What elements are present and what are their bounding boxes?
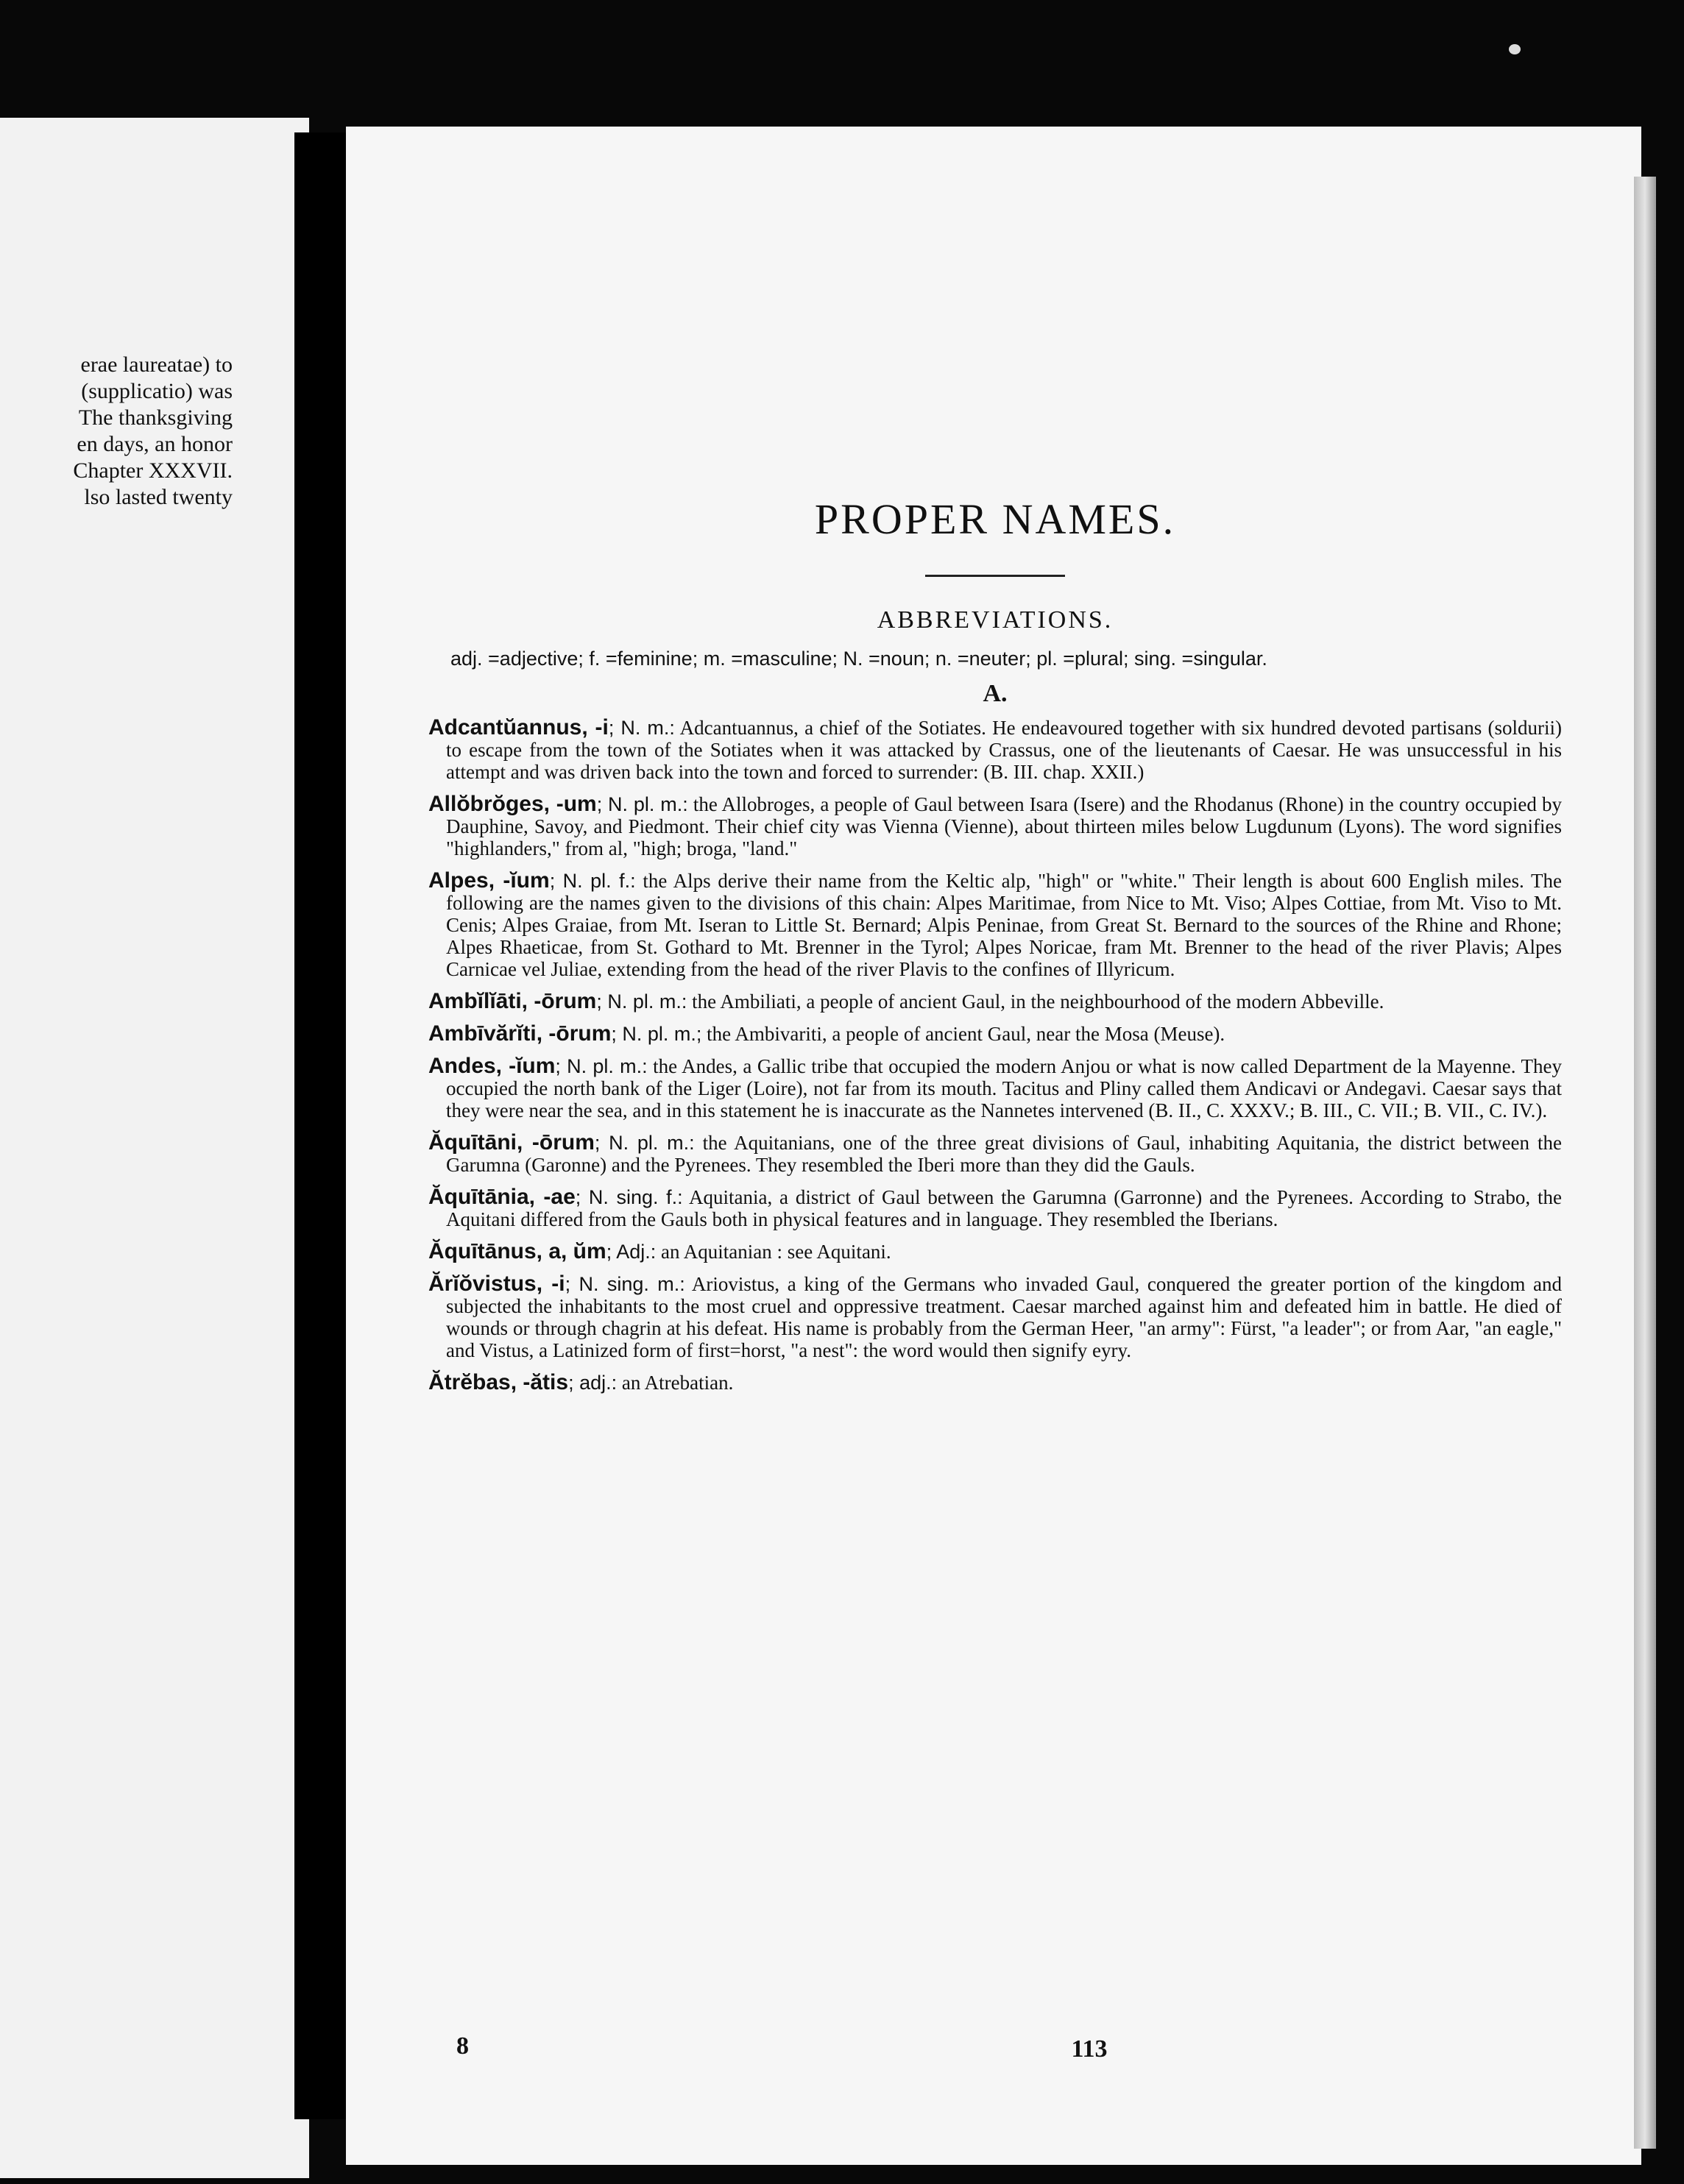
dictionary-entry	[428, 1241, 1562, 1263]
left-page	[0, 118, 309, 2178]
main-page	[346, 127, 1641, 2165]
scan-dust-mark	[1509, 44, 1521, 54]
left-line: Chapter XXXVII.	[73, 458, 233, 483]
title-rule	[925, 575, 1065, 577]
left-line: The thanksgiving	[78, 405, 233, 430]
entry-headword: Adcantŭannus, -i	[428, 715, 609, 740]
left-line: erae laureatae) to	[80, 352, 233, 377]
entry-grammar: ; N. pl. m.:	[594, 1132, 695, 1154]
entry-grammar: ; N. sing. f.:	[575, 1186, 683, 1208]
entry-grammar: ; N. pl. m.:	[596, 793, 688, 815]
entry-definition: Aquitania, a district of Gaul between the Garumna (Garronne) and the Pyrenees. According to Strabo, the Aquitani differed from the Gauls both in physical features and in language. They resembled the Iberians.	[446, 1186, 1562, 1230]
entry-grammar: ; N. m.:	[608, 717, 675, 739]
abbreviations-heading: ABBREVIATIONS.	[877, 606, 1114, 634]
left-line: en days, an honor	[77, 432, 233, 456]
entry-definition: Adcantuannus, a chief of the Sotiates. He endeavoured together with six hundred devoted partisans (soldurii) to escape from the town of the Sotiates when it was attacked by Crassus, one of the lieutenants of Caesar. He was unsuccessful in his attempt and was driven back into the town and forced to surrender: (B. III. chap. XXII.)	[446, 717, 1563, 783]
entry-definition: the Alps derive their name from the Keltic alp, "high" or "white." Their length is about 600 English miles. The following are the names given to the divisions of this chain: Alpes Maritimae, from Nice to Mt. Viso; Alpes Cottiae, from Mt. Viso to Mt. Cenis; Alpes Graiae, from Mt. Iseran to Little St. Bernard; Alpis Peninae, from Great St. Bernard to the sources of the Rhine and Rhone; Alpes Rhaeticae, from St. Gothard to Mt. Brenner in the Tyrol; Alpes Noricae, fram Mt. Brenner to the head of the river Plavis; Alpes Carnicae vel Juliae, extending from the head of the river Plavis to the confines of Illyricum.	[446, 870, 1562, 980]
entry-headword: Andes, -ĭum	[428, 1054, 556, 1078]
entry-definition: an Aquitanian : see Aquitani.	[660, 1241, 891, 1263]
dictionary-entry	[428, 990, 1562, 1013]
entry-headword: Ărĭŏvistus, -i	[428, 1272, 565, 1296]
entry-headword: Ăquītānia, -ae	[428, 1185, 576, 1209]
page-content	[428, 494, 1562, 1404]
entry-grammar: ; N. pl. m.:	[596, 990, 687, 1013]
dictionary-entry	[428, 793, 1562, 859]
left-line: (supplicatio) was	[81, 379, 233, 403]
entry-definition: the Ambivariti, a people of ancient Gaul, near the Mosa (Meuse).	[707, 1023, 1225, 1045]
abbreviations-text: adj. =adjective; f. =feminine; m. =masculine; N. =noun; n. =neuter; pl. =plural; sing. =singular.	[450, 648, 1267, 670]
entry-definition: the Ambiliati, a people of ancient Gaul, in the neighbourhood of the modern Abbeville.	[692, 990, 1384, 1013]
left-page-text	[0, 352, 233, 511]
entry-headword: Alpes, -ĭum	[428, 868, 550, 893]
entry-definition: the Allobroges, a people of Gaul between Isara (Isere) and the Rhodanus (Rhone) in the country occupied by Dauphine, Savoy, and Piedmont. Their chief city was Vienna (Vienne), about thirteen miles below Lugdunum (Lyons). The word signifies "highlanders," from al, "high; broga, "land."	[446, 793, 1562, 859]
entry-grammar: ; Adj.:	[606, 1241, 657, 1263]
letter-heading: A.	[983, 680, 1008, 707]
left-line: lso lasted twenty	[84, 485, 233, 509]
entry-grammar: ; N. pl. m.;	[611, 1023, 702, 1045]
entry-grammar: ; adj.:	[568, 1372, 618, 1394]
entry-grammar: ; N. sing. m.:	[565, 1273, 685, 1295]
dictionary-entry	[428, 1273, 1562, 1361]
entry-headword: Ambĭlĭāti, -ōrum	[428, 989, 597, 1013]
entry-headword: Ătrĕbas, -ătis	[428, 1370, 569, 1394]
entry-definition: Ariovistus, a king of the Germans who invaded Gaul, conquered the greater portion of the kingdom and subjected the inhabitants to the most cruel and oppressive treatment. Caesar marched against him and defeated him in battle. He died of wounds or through chagrin at his defeat. His name is probably from the German Heer, "an army": Fürst, "a leader"; or from Aar, "an eagle," and Vistus, a Latinized form of first=horst, "a nest": the word would then signify eyry.	[446, 1273, 1563, 1361]
page-footer	[456, 2032, 1684, 2069]
entries-list	[428, 717, 1562, 1394]
signature-mark: 8	[456, 2032, 469, 2060]
page-number: 113	[1071, 2035, 1108, 2063]
dictionary-entry	[428, 717, 1562, 783]
entry-headword: Allŏbrŏges, -um	[428, 792, 597, 816]
dictionary-entry	[428, 1132, 1562, 1176]
dictionary-entry	[428, 1055, 1562, 1121]
entry-headword: Ăquītāni, -ōrum	[428, 1130, 595, 1155]
page-edge	[1634, 177, 1656, 2149]
entry-definition: the Aquitanians, one of the three great divisions of Gaul, inhabiting Aquitania, the district between the Garumna (Garonne) and the Pyrenees. They resembled the Iberi more than they did the Gauls.	[446, 1132, 1562, 1176]
entry-definition: the Andes, a Gallic tribe that occupied the modern Anjou or what is now called Department de la Mayenne. They occupied the north bank of the Liger (Loire), not far from its mouth. Tacitus and Pliny called them Andicavi or Andegavi. Caesar says that they were near the sea, and in this statement he is inaccurate as the Nannetes intervened (B. II., C. XXXV.; B. III., C. VII.; B. VII., C. IV.).	[446, 1055, 1563, 1121]
dictionary-entry	[428, 1372, 1562, 1394]
entry-grammar: ; N. pl. m.:	[555, 1055, 648, 1077]
entry-headword: Ambīvărĭti, -ōrum	[428, 1021, 612, 1046]
page-title: PROPER NAMES.	[814, 495, 1176, 543]
dictionary-entry	[428, 1186, 1562, 1230]
dictionary-entry	[428, 1023, 1562, 1045]
dictionary-entry	[428, 870, 1562, 980]
entry-grammar: ; N. pl. f.:	[549, 870, 636, 892]
entry-definition: an Atrebatian.	[621, 1372, 734, 1394]
entry-headword: Ăquītānus, a, ŭm	[428, 1239, 606, 1263]
